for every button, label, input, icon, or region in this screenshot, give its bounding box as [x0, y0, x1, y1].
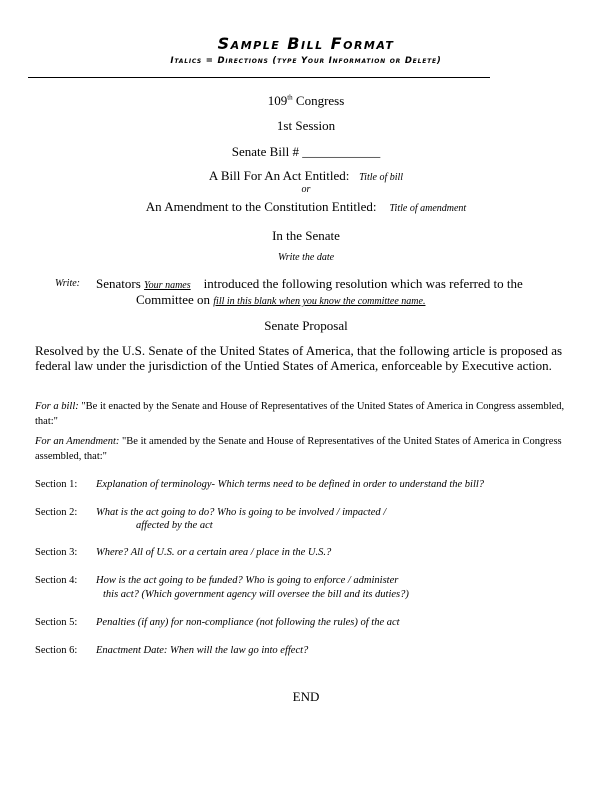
- committee-label: Committee on: [136, 292, 211, 307]
- or-separator: or: [301, 184, 311, 195]
- end-marker: END: [292, 689, 320, 704]
- proposal-heading: Senate Proposal: [264, 318, 348, 333]
- committee-hint: fill in this blank when you know the committee name.: [213, 296, 426, 307]
- congress-number: 109: [267, 93, 288, 108]
- congress-ordinal: th: [287, 93, 293, 102]
- senators-label: Senators: [96, 276, 141, 291]
- section-3-label: Section 3:: [35, 547, 78, 558]
- section-5-label: Section 5:: [35, 617, 78, 628]
- section-4-label: Section 4:: [35, 575, 78, 586]
- write-label: Write:: [55, 278, 80, 289]
- enacting-amendment-text: "Be it amended by the Senate and House of Representatives of the United States of America in Congress assembled, that:": [35, 436, 562, 462]
- section-1-label: Section 1:: [35, 479, 78, 490]
- resolved-paragraph: Resolved by the U.S. Senate of the United States of America, that the following article is proposed as federal law under the jurisdiction of the Untied States of America, enforceable by Executive action.: [35, 343, 563, 373]
- section-5-text: Penalties (if any) for non-compliance (not following the rules) of the act: [96, 617, 400, 628]
- page-title: Sample Bill Format: [217, 34, 395, 53]
- intro-line-1: [96, 276, 523, 292]
- bill-number-line: [0, 144, 612, 160]
- intro-text: introduced the following resolution which was referred to the: [203, 276, 523, 291]
- enacting-bill-text: "Be it enacted by the Senate and House of Representatives of the United States of America in Congress assembled, that:": [35, 401, 565, 427]
- amendment-title-prefix: An Amendment to the Constitution Entitled:: [145, 199, 377, 214]
- date-hint: Write the date: [277, 252, 335, 263]
- bill-title-hint: Title of bill: [359, 172, 404, 183]
- section-4-text-cont: this act? (Which government agency will oversee the bill and its duties?): [103, 589, 409, 600]
- amendment-title-hint: Title of amendment: [389, 203, 467, 214]
- section-6-text: Enactment Date: When will the law go into effect?: [96, 645, 309, 656]
- section-1-text: Explanation of terminology- Which terms need to be defined in order to understand the bill?: [96, 479, 485, 490]
- page-subtitle: Italics = Directions (type Your Information or Delete): [170, 56, 442, 66]
- enacting-bill-label: For a bill:: [35, 401, 79, 412]
- bill-title-line: [0, 168, 612, 184]
- session-line: 1st Session: [276, 118, 336, 133]
- enacting-amendment-label: For an Amendment:: [35, 436, 120, 447]
- congress-label: Congress: [295, 93, 345, 108]
- enacting-bill-clause: [35, 399, 565, 429]
- header-divider: [28, 77, 490, 78]
- bill-number-label: Senate Bill #: [231, 144, 299, 159]
- bill-title-prefix: A Bill For An Act Entitled:: [208, 168, 350, 183]
- section-6-label: Section 6:: [35, 645, 78, 656]
- intro-line-2: [136, 292, 425, 308]
- section-3-text: Where? All of U.S. or a certain area / place in the U.S.?: [96, 547, 332, 558]
- enacting-amendment-clause: [35, 434, 565, 464]
- section-2-text-cont: affected by the act: [136, 520, 213, 531]
- chamber-heading: In the Senate: [272, 228, 340, 243]
- congress-line: [0, 93, 612, 109]
- section-2-label: Section 2:: [35, 507, 78, 518]
- bill-number-blank: ____________: [302, 144, 381, 159]
- senator-names-hint: Your names: [144, 280, 191, 291]
- section-2-text: What is the act going to do? Who is going to be involved / impacted /: [96, 507, 387, 518]
- section-4-text: How is the act going to be funded? Who is going to enforce / administer: [96, 575, 399, 586]
- amendment-title-line: [0, 199, 612, 215]
